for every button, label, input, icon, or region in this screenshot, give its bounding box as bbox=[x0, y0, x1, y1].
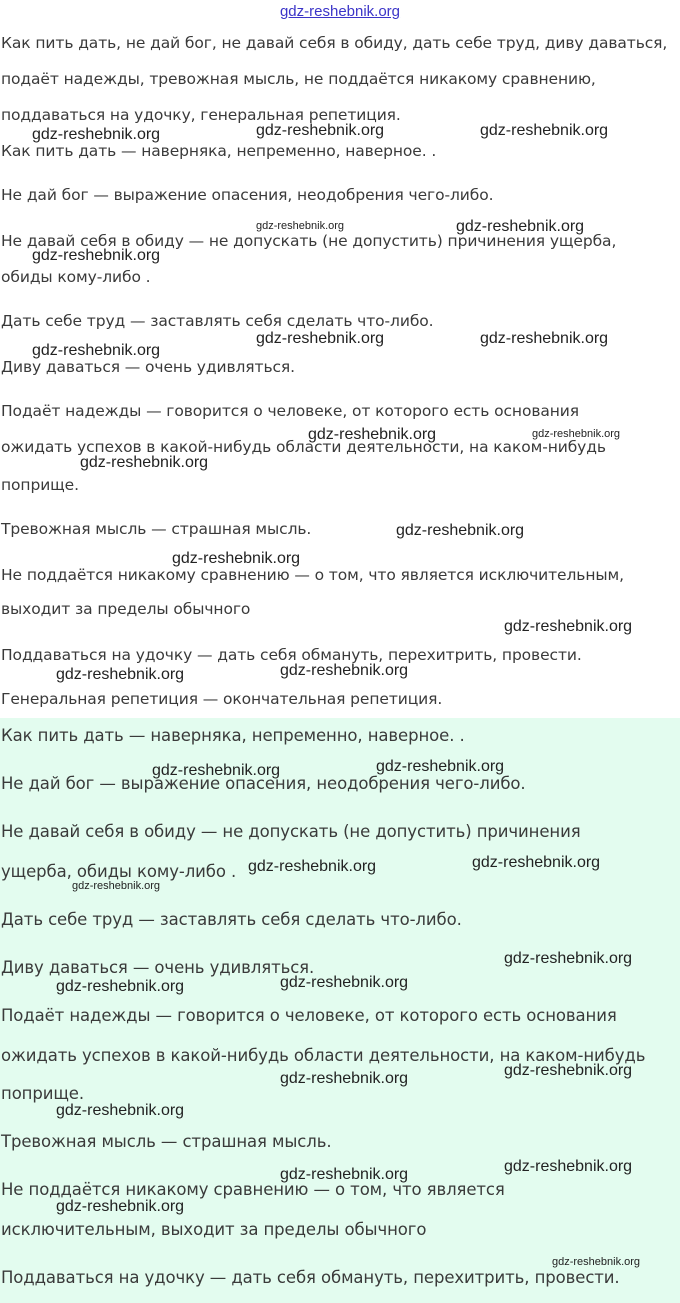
watermark-text: gdz-reshebnik.org bbox=[456, 218, 585, 235]
text-line: исключительным, выходит за пределы обычного bbox=[1, 1220, 427, 1239]
text-line: Диву даваться — очень удивляться. bbox=[1, 358, 295, 376]
watermark-text: gdz-reshebnik.org bbox=[552, 1256, 641, 1268]
text-line: поприще. bbox=[1, 476, 79, 494]
watermark-text: gdz-reshebnik.org bbox=[32, 247, 161, 264]
watermark-text: gdz-reshebnik.org bbox=[376, 758, 505, 775]
watermark-text: gdz-reshebnik.org bbox=[32, 342, 161, 359]
watermark-text: gdz-reshebnik.org bbox=[504, 1158, 633, 1175]
text-line: Дать себе труд — заставлять себя сделать что-либо. bbox=[1, 910, 462, 929]
text-line: Поддаваться на удочку — дать себя обмануть, перехитрить, провести. bbox=[1, 646, 582, 664]
watermark-text: gdz-reshebnik.org bbox=[308, 426, 437, 443]
site-header-link[interactable]: gdz-reshebnik.org bbox=[279, 3, 401, 20]
watermark-text: gdz-reshebnik.org bbox=[504, 950, 633, 967]
text-line: Подаёт надежды — говорится о человеке, от которого есть основания bbox=[1, 1006, 617, 1025]
text-line: выходит за пределы обычного bbox=[1, 600, 251, 618]
text-line: Генеральная репетиция — окончательная репетиция. bbox=[1, 690, 443, 708]
watermark-text: gdz-reshebnik.org bbox=[256, 330, 385, 347]
text-line: Не давай себя в обиду — не допускать (не допустить) причинения bbox=[1, 822, 581, 841]
text-line: ожидать успехов в какой-нибудь области деятельности, на каком-нибудь bbox=[1, 1046, 646, 1065]
text-line: Не дай бог — выражение опасения, неодобрения чего-либо. bbox=[1, 774, 526, 793]
watermark-text: gdz-reshebnik.org bbox=[472, 854, 601, 871]
watermark-text: gdz-reshebnik.org bbox=[280, 1070, 409, 1087]
text-line: поприще. bbox=[1, 1084, 85, 1103]
watermark-text: gdz-reshebnik.org bbox=[172, 550, 301, 567]
text-line: подаёт надежды, тревожная мысль, не поддаётся никакому сравнению, bbox=[1, 70, 596, 88]
watermark-text: gdz-reshebnik.org bbox=[504, 618, 633, 635]
text-line: Как пить дать, не дай бог, не давай себя в обиду, дать себе труд, диву даваться, bbox=[1, 34, 668, 52]
text-line: Тревожная мысль — страшная мысль. bbox=[1, 520, 312, 538]
text-line: поддаваться на удочку, генеральная репетиция. bbox=[1, 106, 401, 124]
watermark-text: gdz-reshebnik.org bbox=[152, 762, 281, 779]
text-line: Как пить дать — наверняка, непременно, наверное. . bbox=[1, 142, 437, 160]
watermark-text: gdz-reshebnik.org bbox=[532, 428, 621, 440]
text-line: ущерба, обиды кому-либо . bbox=[1, 862, 237, 881]
text-line: Подаёт надежды — говорится о человеке, от которого есть основания bbox=[1, 402, 579, 420]
watermark-text: gdz-reshebnik.org bbox=[32, 126, 161, 143]
watermark-text: gdz-reshebnik.org bbox=[504, 1062, 633, 1079]
text-line: Дать себе труд — заставлять себя сделать что-либо. bbox=[1, 312, 434, 330]
text-line: ожидать успехов в какой-нибудь области деятельности, на каком-нибудь bbox=[1, 438, 606, 456]
watermark-text: gdz-reshebnik.org bbox=[80, 454, 209, 471]
watermark-text: gdz-reshebnik.org bbox=[280, 1166, 409, 1183]
text-line: Не дай бог — выражение опасения, неодобрения чего-либо. bbox=[1, 186, 494, 204]
text-line: Не поддаётся никакому сравнению — о том, что является bbox=[1, 1180, 505, 1199]
watermark-text: gdz-reshebnik.org bbox=[480, 122, 609, 139]
text-line: Диву даваться — очень удивляться. bbox=[1, 958, 315, 977]
watermark-text: gdz-reshebnik.org bbox=[56, 1198, 185, 1215]
watermark-text: gdz-reshebnik.org bbox=[480, 330, 609, 347]
text-line: Не поддаётся никакому сравнению — о том, что является исключительным, bbox=[1, 566, 624, 584]
watermark-text: gdz-reshebnik.org bbox=[256, 220, 345, 232]
watermark-text: gdz-reshebnik.org bbox=[56, 978, 185, 995]
watermark-text: gdz-reshebnik.org bbox=[280, 974, 409, 991]
text-line: Тревожная мысль — страшная мысль. bbox=[1, 1132, 332, 1151]
watermark-text: gdz-reshebnik.org bbox=[248, 858, 377, 875]
watermark-text: gdz-reshebnik.org bbox=[280, 662, 409, 679]
watermark-text: gdz-reshebnik.org bbox=[72, 880, 161, 892]
text-line: Не давай себя в обиду — не допускать (не допустить) причинения ущерба, bbox=[1, 232, 617, 250]
watermark-text: gdz-reshebnik.org bbox=[56, 666, 185, 683]
watermark-text: gdz-reshebnik.org bbox=[56, 1102, 185, 1119]
watermark-text: gdz-reshebnik.org bbox=[396, 522, 525, 539]
watermark-text: gdz-reshebnik.org bbox=[256, 122, 385, 139]
text-line: Поддаваться на удочку — дать себя обмануть, перехитрить, провести. bbox=[1, 1268, 620, 1287]
text-line: обиды кому-либо . bbox=[1, 268, 151, 286]
text-line: Как пить дать — наверняка, непременно, наверное. . bbox=[1, 726, 465, 745]
